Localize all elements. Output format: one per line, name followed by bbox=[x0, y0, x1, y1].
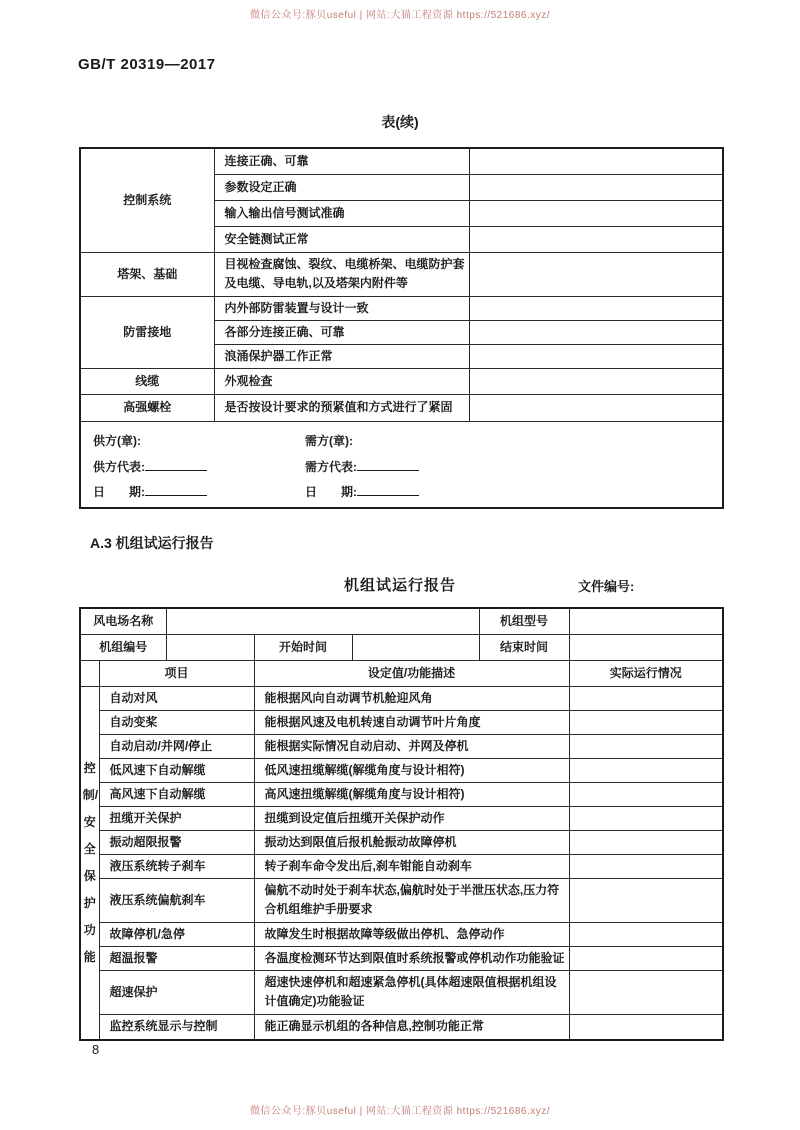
actual-cell bbox=[569, 734, 723, 758]
report-title: 机组试运行报告 bbox=[343, 577, 456, 594]
actual-cell bbox=[569, 758, 723, 782]
table-row bbox=[80, 970, 723, 1014]
desc-cell: 偏航不动时处于刹车状态,偏航时处于半泄压状态,压力符合机组维护手册要求 bbox=[254, 878, 569, 922]
signature-block bbox=[80, 421, 723, 508]
desc-cell: 能根据风速及电机转速自动调节叶片角度 bbox=[254, 710, 569, 734]
table-row bbox=[80, 296, 723, 320]
table-row bbox=[80, 830, 723, 854]
table-row bbox=[80, 782, 723, 806]
doc-number-label: 文件编号: bbox=[578, 579, 635, 594]
signature-row bbox=[80, 421, 723, 508]
check-item: 是否按设计要求的预紧值和方式进行了紧固 bbox=[214, 394, 469, 421]
desc-cell: 转子刹车命令发出后,刹车钳能自动刹车 bbox=[254, 854, 569, 878]
info-row bbox=[80, 608, 723, 634]
item-cell: 自动启动/并网/停止 bbox=[99, 734, 254, 758]
table-continued-title: 表(续) bbox=[381, 114, 419, 130]
desc-cell: 振动达到限值后报机舱振动故障停机 bbox=[254, 830, 569, 854]
standard-number: GB/T 20319—2017 bbox=[78, 56, 216, 73]
actual-cell bbox=[569, 854, 723, 878]
result-cell bbox=[469, 226, 723, 252]
page-number: 8 bbox=[92, 1042, 100, 1057]
desc-cell: 能根据风向自动调节机舱迎风角 bbox=[254, 686, 569, 710]
check-item: 目视检查腐蚀、裂纹、电缆桥架、电缆防护套及电缆、导电轨,以及塔架内附件等 bbox=[214, 252, 469, 296]
table-row bbox=[80, 878, 723, 922]
table-row bbox=[80, 686, 723, 710]
column-header-row bbox=[80, 660, 723, 686]
supplier-seal-label: 供方(章): bbox=[93, 433, 141, 448]
result-cell bbox=[469, 148, 723, 174]
column-header-desc: 设定值/功能描述 bbox=[254, 660, 569, 686]
result-cell bbox=[469, 200, 723, 226]
commissioning-check-table bbox=[79, 147, 724, 509]
info-row bbox=[80, 634, 723, 660]
check-item: 外观检查 bbox=[214, 368, 469, 394]
actual-cell bbox=[569, 970, 723, 1014]
unit-no-label: 机组编号 bbox=[80, 634, 166, 660]
supplier-date-label: 日 期: bbox=[93, 482, 207, 502]
table-row bbox=[80, 148, 723, 174]
actual-cell bbox=[569, 1014, 723, 1040]
trial-run-report-table bbox=[79, 607, 724, 1041]
table-row bbox=[80, 394, 723, 421]
result-cell bbox=[469, 394, 723, 421]
table-row bbox=[80, 1014, 723, 1040]
table-row bbox=[80, 922, 723, 946]
side-label-spacer bbox=[80, 660, 99, 686]
result-cell bbox=[469, 344, 723, 368]
watermark-top: 微信公众号:豚贝useful | 网站:大猫工程资源 https://521686.xyz/ bbox=[249, 10, 551, 21]
watermark-bottom: 微信公众号:豚贝useful | 网站:大猫工程资源 https://521686.xyz/ bbox=[249, 1106, 551, 1117]
actual-cell bbox=[569, 710, 723, 734]
section-heading-a3: A.3 机组试运行报告 bbox=[90, 535, 214, 551]
check-item: 安全链测试正常 bbox=[214, 226, 469, 252]
fill-in-line bbox=[357, 482, 419, 496]
signature-line-seal bbox=[81, 432, 722, 457]
fill-in-line bbox=[145, 457, 207, 471]
signature-line-rep bbox=[81, 457, 722, 482]
check-item: 参数设定正确 bbox=[214, 174, 469, 200]
result-cell bbox=[469, 368, 723, 394]
desc-cell: 高风速扭缆解缆(解缆角度与设计相符) bbox=[254, 782, 569, 806]
column-header-actual: 实际运行情况 bbox=[569, 660, 723, 686]
table-row bbox=[80, 854, 723, 878]
buyer-seal-label: 需方(章): bbox=[305, 433, 353, 448]
table-row bbox=[80, 806, 723, 830]
actual-cell bbox=[569, 806, 723, 830]
item-cell: 高风速下自动解缆 bbox=[99, 782, 254, 806]
desc-cell: 低风速扭缆解缆(解缆角度与设计相符) bbox=[254, 758, 569, 782]
item-cell: 扭缆开关保护 bbox=[99, 806, 254, 830]
item-cell: 自动对风 bbox=[99, 686, 254, 710]
item-cell: 液压系统偏航刹车 bbox=[99, 878, 254, 922]
fill-in-line bbox=[145, 482, 207, 496]
table-row bbox=[80, 252, 723, 296]
farm-name-label: 风电场名称 bbox=[80, 608, 166, 634]
buyer-rep-label: 需方代表: bbox=[305, 457, 419, 477]
category-lightning-grounding: 防雷接地 bbox=[80, 296, 214, 368]
actual-cell bbox=[569, 830, 723, 854]
table-row bbox=[80, 368, 723, 394]
item-cell: 超温报警 bbox=[99, 946, 254, 970]
actual-cell bbox=[569, 686, 723, 710]
item-cell: 超速保护 bbox=[99, 970, 254, 1014]
side-label-text: 控制/安全保护功能 bbox=[82, 760, 99, 964]
buyer-date-label: 日 期: bbox=[305, 482, 419, 502]
table-row bbox=[80, 710, 723, 734]
category-cable: 线缆 bbox=[80, 368, 214, 394]
actual-cell bbox=[569, 878, 723, 922]
table-row bbox=[80, 758, 723, 782]
farm-name-value bbox=[166, 608, 479, 634]
category-high-strength-bolt: 高强螺栓 bbox=[80, 394, 214, 421]
result-cell bbox=[469, 296, 723, 320]
end-time-label: 结束时间 bbox=[479, 634, 569, 660]
item-cell: 监控系统显示与控制 bbox=[99, 1014, 254, 1040]
result-cell bbox=[469, 252, 723, 296]
check-item: 输入输出信号测试准确 bbox=[214, 200, 469, 226]
desc-cell: 扭缆到设定值后扭缆开关保护动作 bbox=[254, 806, 569, 830]
actual-cell bbox=[569, 922, 723, 946]
item-cell: 自动变桨 bbox=[99, 710, 254, 734]
supplier-rep-label: 供方代表: bbox=[93, 457, 207, 477]
unit-model-value bbox=[569, 608, 723, 634]
check-item: 内外部防雷装置与设计一致 bbox=[214, 296, 469, 320]
unit-no-value bbox=[166, 634, 254, 660]
start-time-value bbox=[352, 634, 479, 660]
end-time-value bbox=[569, 634, 723, 660]
fill-in-line bbox=[357, 457, 419, 471]
unit-model-label: 机组型号 bbox=[479, 608, 569, 634]
column-header-item: 项目 bbox=[99, 660, 254, 686]
item-cell: 故障停机/急停 bbox=[99, 922, 254, 946]
table-row bbox=[80, 946, 723, 970]
desc-cell: 超速快速停机和超速紧急停机(具体超速限值根据机组设计值确定)功能验证 bbox=[254, 970, 569, 1014]
desc-cell: 各温度检测环节达到限值时系统报警或停机动作功能验证 bbox=[254, 946, 569, 970]
check-item: 连接正确、可靠 bbox=[214, 148, 469, 174]
result-cell bbox=[469, 320, 723, 344]
signature-line-date bbox=[81, 482, 722, 507]
actual-cell bbox=[569, 782, 723, 806]
item-cell: 振动超限报警 bbox=[99, 830, 254, 854]
desc-cell: 能正确显示机组的各种信息,控制功能正常 bbox=[254, 1014, 569, 1040]
item-cell: 低风速下自动解缆 bbox=[99, 758, 254, 782]
check-item: 各部分连接正确、可靠 bbox=[214, 320, 469, 344]
check-item: 浪涌保护器工作正常 bbox=[214, 344, 469, 368]
side-label-cell bbox=[80, 686, 99, 1040]
item-cell: 液压系统转子刹车 bbox=[99, 854, 254, 878]
desc-cell: 能根据实际情况自动启动、并网及停机 bbox=[254, 734, 569, 758]
category-tower-foundation: 塔架、基础 bbox=[80, 252, 214, 296]
category-control-system: 控制系统 bbox=[80, 148, 214, 252]
result-cell bbox=[469, 174, 723, 200]
table-row bbox=[80, 734, 723, 758]
start-time-label: 开始时间 bbox=[254, 634, 352, 660]
actual-cell bbox=[569, 946, 723, 970]
desc-cell: 故障发生时根据故障等级做出停机、急停动作 bbox=[254, 922, 569, 946]
